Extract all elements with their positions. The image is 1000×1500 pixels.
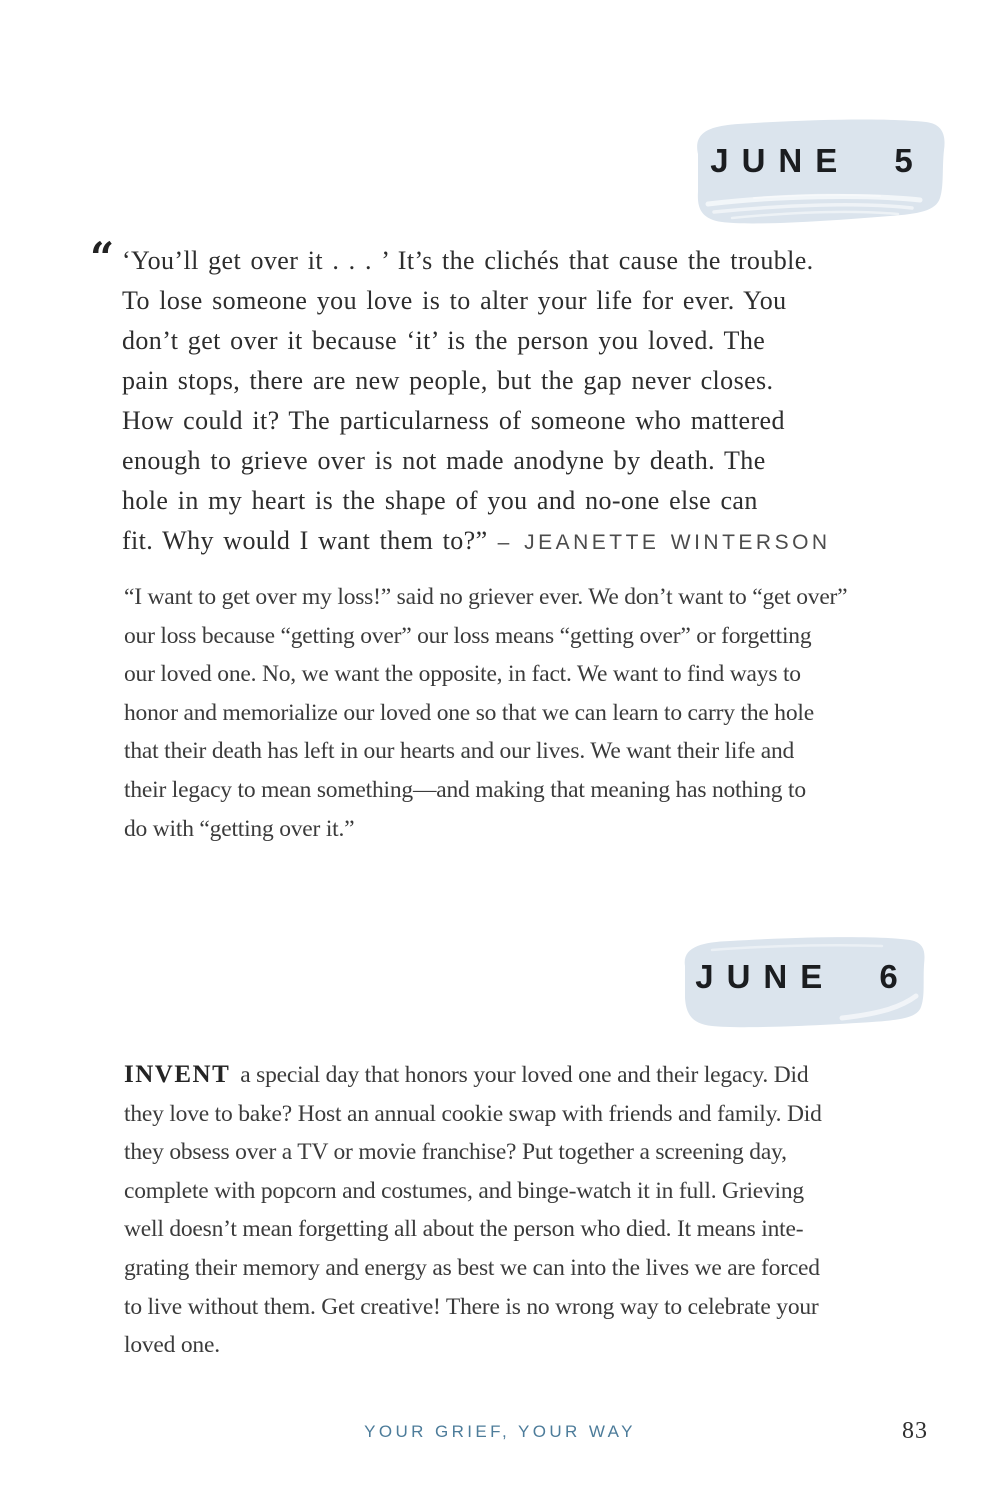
date-banner-label: JUNE 5	[710, 142, 926, 179]
date-banner-june5	[684, 116, 952, 228]
quote-line: To lose someone you love is to alter your life for ever. You	[122, 286, 787, 315]
quote-line: hole in my heart is the shape of you and no-one else can	[122, 486, 758, 515]
paragraph-line: that their death has left in our hearts and our lives. We want their life and	[124, 738, 795, 765]
paragraph-line: “I want to get over my loss!” said no griever ever. We don’t want to “get over”	[124, 584, 848, 610]
paragraph-line: to live without them. Get creative! There is no wrong way to celebrate your	[124, 1293, 819, 1320]
paragraph-line: honor and memorialize our loved one so that we can learn to carry the hole	[124, 699, 814, 726]
running-footer-title: YOUR GRIEF, YOUR WAY	[364, 1422, 636, 1441]
paragraph-line: their legacy to mean something—and making that meaning has nothing to	[124, 776, 806, 803]
june6-paragraph	[124, 1056, 924, 1365]
paragraph-line: well doesn’t mean forgetting all about the person who died. It means inte-	[124, 1216, 804, 1243]
quote-block	[90, 233, 902, 563]
paragraph-line-text: a special day that honors your loved one and their legacy. Did	[240, 1062, 809, 1088]
paragraph-line	[124, 1056, 924, 1095]
paragraph-line: grating their memory and energy as best we can into the lives we are forced	[124, 1254, 820, 1281]
quote-line: enough to grieve over is not made anodyne by death. The	[122, 446, 766, 475]
quote-line: don’t get over it because ‘it’ is the person you loved. The	[122, 326, 766, 355]
date-banner-label: JUNE 6	[695, 958, 911, 995]
quote-line	[122, 521, 902, 563]
paragraph-line: they obsess over a TV or movie franchise? Put together a screening day,	[124, 1139, 787, 1166]
quote-attribution: – JEANETTE WINTERSON	[497, 531, 831, 554]
lead-word: INVENT	[124, 1061, 231, 1088]
page-number: 83	[902, 1418, 928, 1444]
quotation-mark-icon: “	[90, 233, 115, 282]
paragraph-line: our loved one. No, we want the opposite, in fact. We want to find ways to	[124, 661, 801, 688]
paragraph-line: do with “getting over it.”	[124, 815, 355, 842]
quote-line: ‘You’ll get over it . . . ’ It’s the clichés that cause the trouble.	[122, 246, 814, 275]
paragraph-line: they love to bake? Host an annual cookie swap with friends and family. Did	[124, 1100, 822, 1127]
paragraph-line: complete with popcorn and costumes, and binge-watch it in full. Grieving	[124, 1177, 804, 1204]
quote-line-text: fit. Why would I want them to?”	[122, 526, 488, 555]
quote-line: How could it? The particularness of someone who mattered	[122, 406, 785, 435]
quote-line: pain stops, there are new people, but the gap never closes.	[122, 366, 774, 395]
date-banner-june6	[672, 934, 934, 1030]
june5-paragraph	[124, 578, 924, 848]
paragraph-line: our loss because “getting over” our loss means “getting over” or forgetting	[124, 622, 812, 649]
paragraph-line: loved one.	[124, 1332, 220, 1359]
